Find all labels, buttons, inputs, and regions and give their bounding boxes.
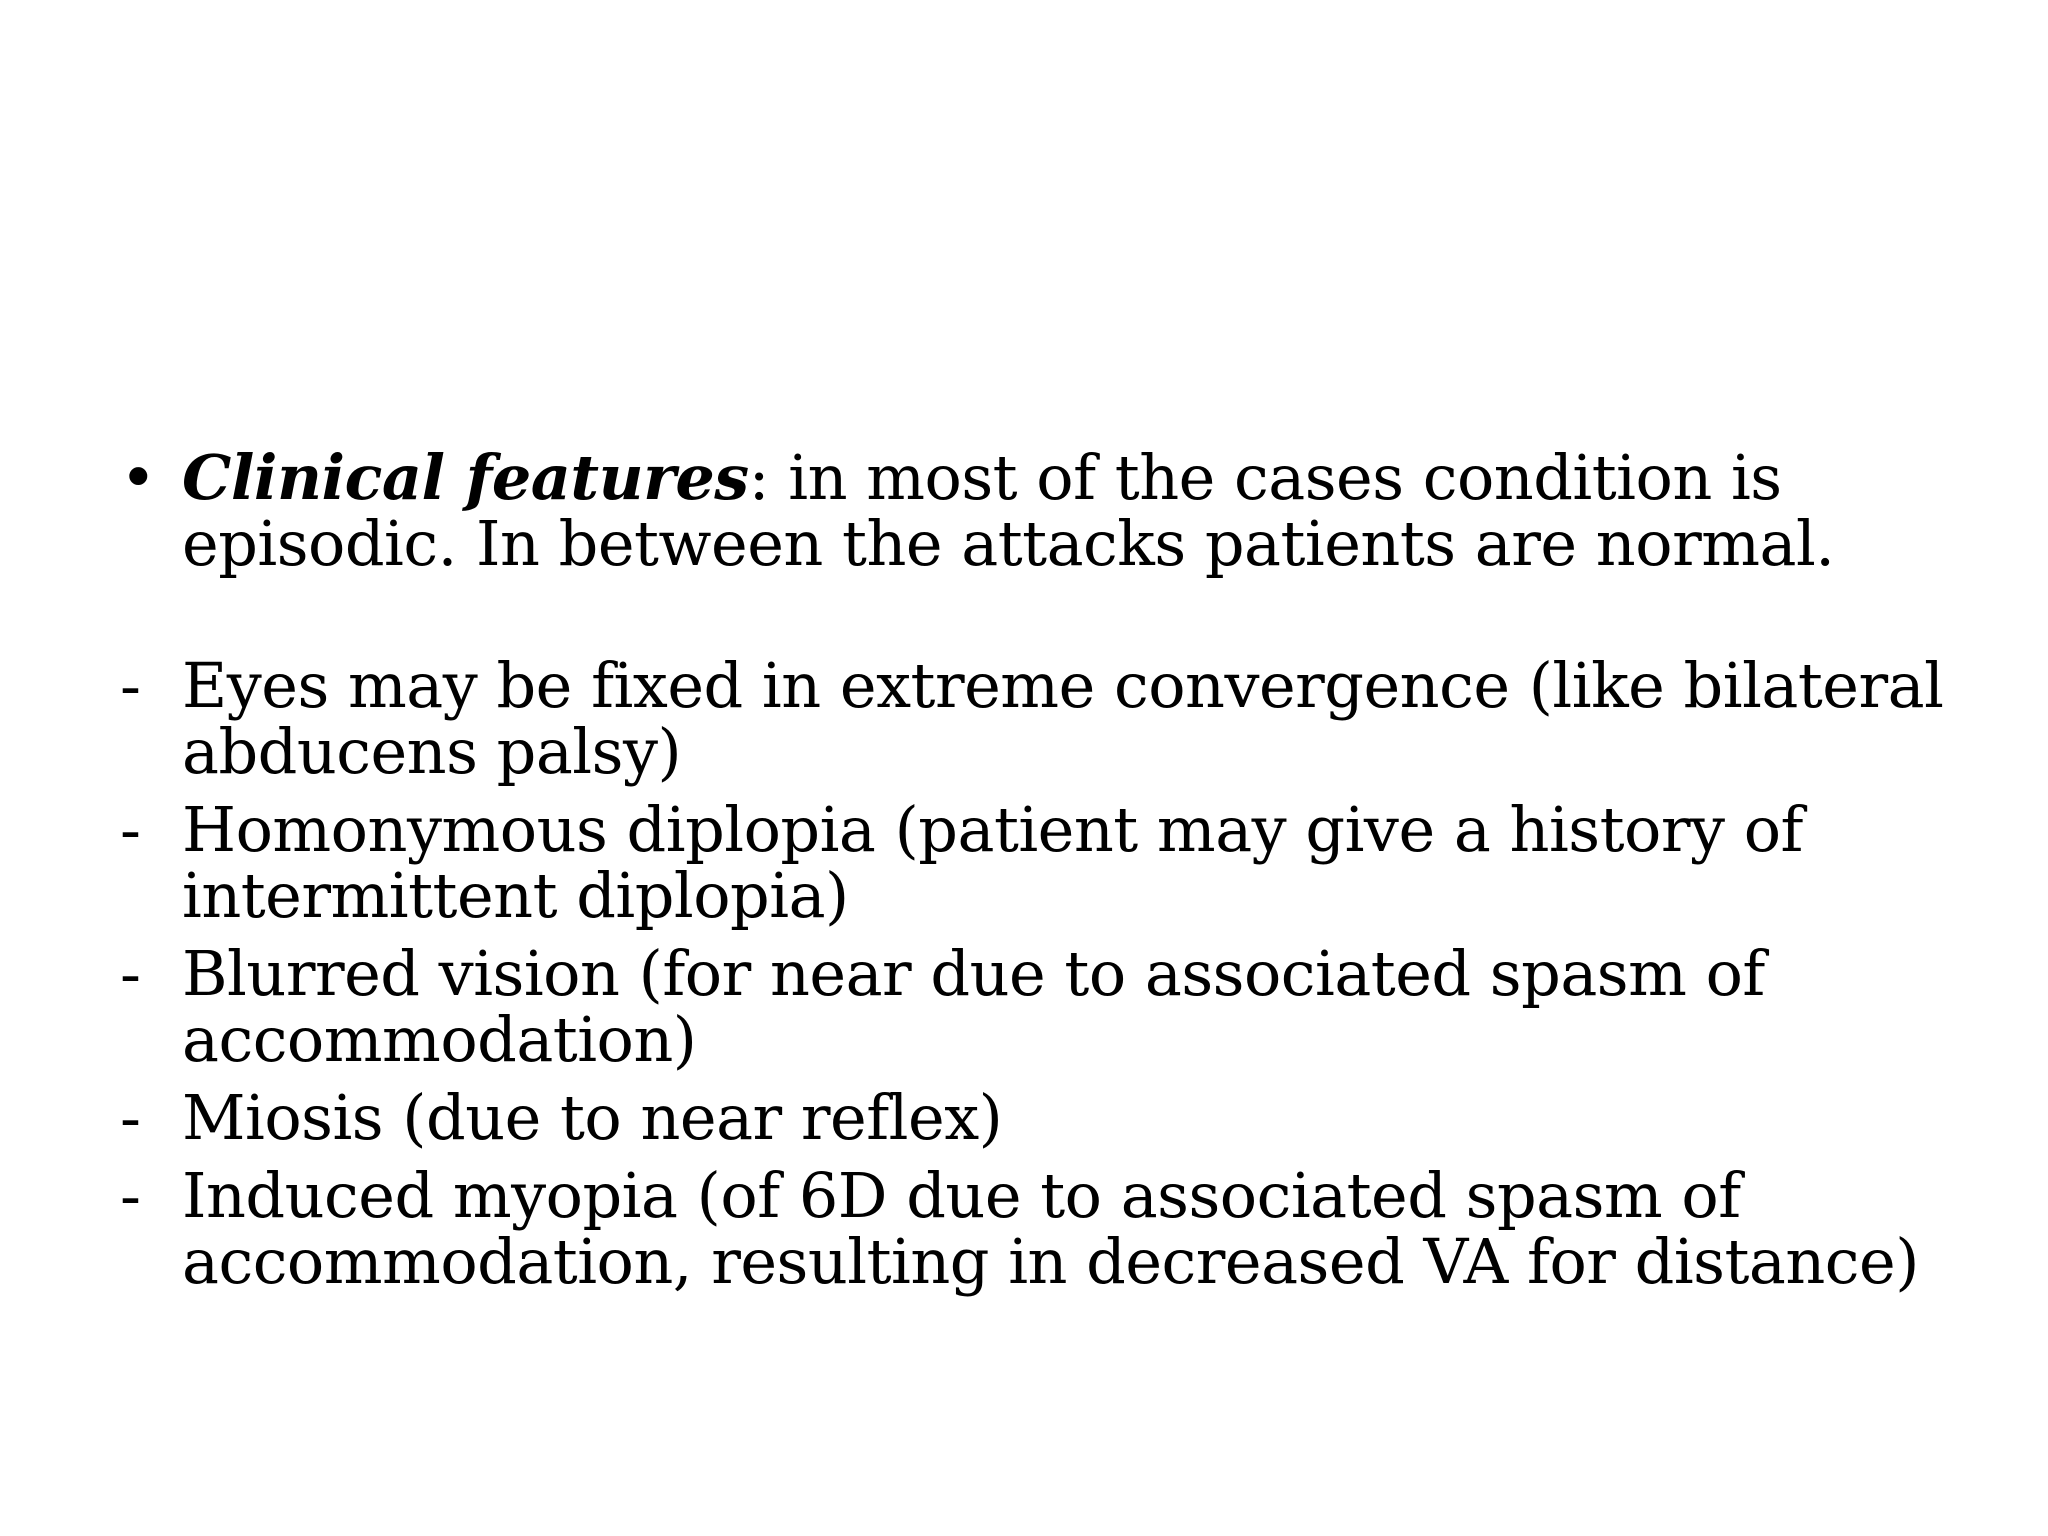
clinical-features-line-1 [182, 441, 1920, 514]
dash-marker: - [120, 937, 141, 1010]
feature-item-miosis [120, 1081, 1920, 1154]
feature-item-line-1: Homonymous diplopia (patient may give a history of [182, 793, 1803, 866]
feature-item-induced-myopia [120, 1159, 1920, 1298]
dash-marker: - [120, 1159, 141, 1232]
feature-item-line-2: accommodation, resulting in decreased VA for distance) [182, 1225, 1919, 1298]
dash-marker: - [120, 1081, 141, 1154]
clinical-features-bullet [120, 441, 1920, 580]
bullet-marker: • [120, 441, 157, 514]
feature-item-line-1: Blurred vision (for near due to associated spasm of [182, 937, 1765, 1010]
clinical-features-line-2: episodic. In between the attacks patients are normal. [182, 507, 1835, 580]
clinical-features-text: : in most of the cases condition is [748, 441, 1782, 514]
feature-item-line-1: Eyes may be fixed in extreme convergence (like bilateral [182, 649, 1944, 722]
feature-item-line-2: accommodation) [182, 1003, 697, 1076]
feature-item-line-2: abducens palsy) [182, 715, 682, 788]
clinical-features-label: Clinical features [182, 441, 749, 514]
feature-item-line-1: Miosis (due to near reflex) [182, 1081, 1003, 1154]
feature-item-convergence [120, 649, 1944, 788]
dash-marker: - [120, 793, 141, 866]
dash-marker: - [120, 649, 141, 722]
feature-item-blurred-vision [120, 937, 1920, 1076]
feature-item-line-1: Induced myopia (of 6D due to associated spasm of [182, 1159, 1741, 1232]
feature-item-diplopia [120, 793, 1920, 932]
feature-item-line-2: intermittent diplopia) [182, 859, 849, 932]
slide-content [120, 441, 1944, 1307]
